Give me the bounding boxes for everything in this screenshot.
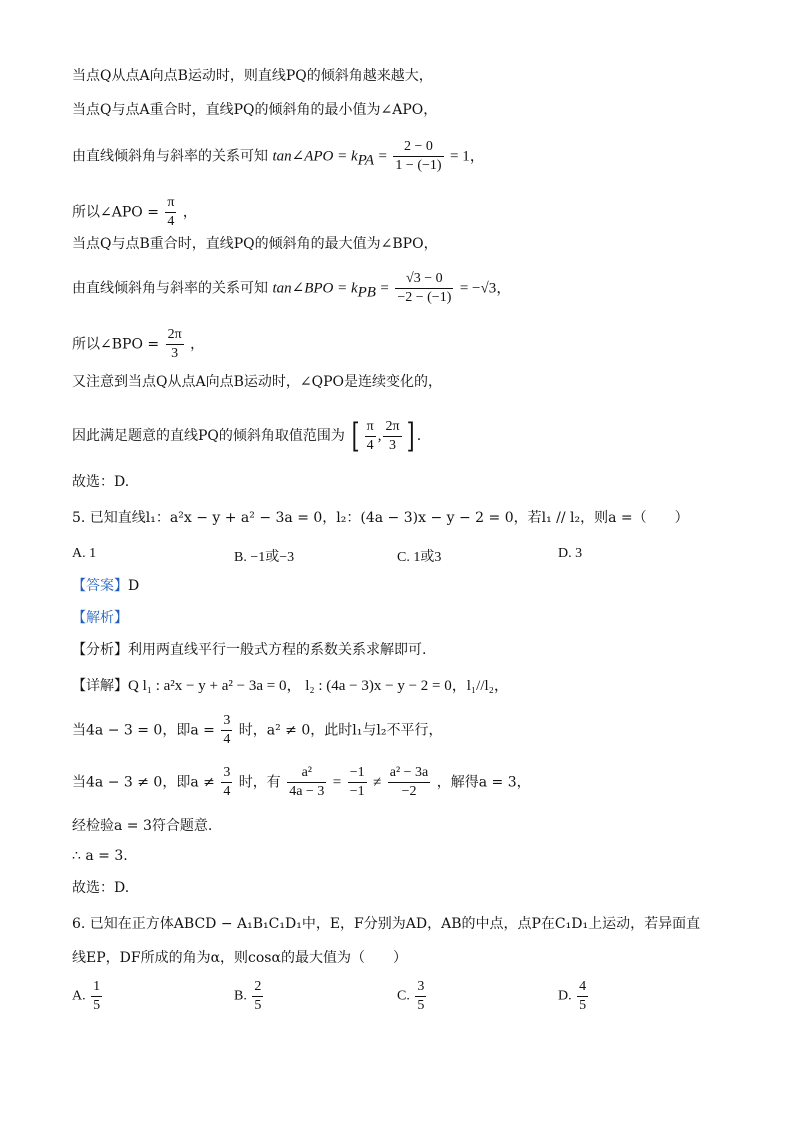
solution-line-7: 所以∠BPO = $\frac{2\pi}{3}$ ， bbox=[72, 327, 205, 361]
solution-line-5: 当点Q与点B重合时，直线PQ的倾斜角的最大值为∠BPO， bbox=[72, 236, 438, 252]
fenxi-line: 【分析】利用两直线平行一般式方程的系数关系求解即可. bbox=[72, 642, 427, 658]
fraction: $\frac{\text{a² − 3a}}{-2}$ bbox=[389, 765, 429, 799]
solution-select: 故选：D. bbox=[72, 474, 130, 490]
q5-option-b: B. −1或−3 bbox=[234, 550, 295, 565]
q6-option-d: D. $\frac{4}{5}$ bbox=[558, 979, 587, 1013]
fraction: $\frac{√3 - 0}{-2 - (-1)}$ bbox=[397, 271, 452, 305]
select-line-2: 故选：D. bbox=[72, 880, 130, 896]
fraction: $\frac{3}{4}$ bbox=[223, 713, 231, 747]
solution-line-8: 又注意到当点Q从点A向点B运动时，∠QPO是连续变化的， bbox=[72, 374, 442, 390]
q5-option-d: D. 3 bbox=[558, 546, 583, 561]
q5-option-c: C. 1或3 bbox=[397, 550, 442, 565]
solution-line-6: 由直线倾斜角与斜率的关系可知 tan∠BPO = $k_{PB}$ = $\frac{√3 - 0}{-2 - (-1)}$ = −√3， bbox=[72, 271, 512, 305]
solution-line-9: 因此满足题意的直线PQ的倾斜角取值范围为 [ $\frac{\pi}{4}$ , $\frac{2\pi}{3}$ ] . bbox=[72, 416, 422, 456]
fraction: $\frac{\pi}{4}$ bbox=[167, 195, 175, 229]
q6-option-a: A. $\frac{1}{5}$ bbox=[72, 979, 101, 1013]
q6-option-c: C. $\frac{3}{5}$ bbox=[397, 979, 425, 1013]
fraction: $\frac{\pi}{4}$ bbox=[366, 418, 374, 453]
case-2-line: 当4a − 3 ≠ 0，即a ≠ $\frac{3}{4}$ 时，有 $\frac{\text{a²}}{4a - 3}$ = $\frac{-1}{-1}$ ≠ $\frac{\text{a² − 3a}}{-2}$ ，解得a = 3， bbox=[72, 765, 531, 799]
fraction: $\frac{3}{4}$ bbox=[223, 765, 231, 799]
q6-option-b: B. $\frac{2}{5}$ bbox=[234, 979, 262, 1013]
fraction: $\frac{2\pi}{3}$ bbox=[385, 418, 400, 453]
check-line: 经检验a = 3符合题意. bbox=[72, 818, 213, 834]
fraction: $\frac{-1}{-1}$ bbox=[349, 765, 365, 799]
q5-option-a: A. 1 bbox=[72, 546, 97, 561]
analysis-heading: 【解析】 bbox=[72, 610, 128, 626]
question-6-line-2: 线EP，DF所成的角为α，则cosα的最大值为（ ） bbox=[72, 950, 407, 966]
solution-line-1: 当点Q从点A向点B运动时，则直线PQ的倾斜角越来越大， bbox=[72, 68, 433, 84]
answer-line: 【答案】D bbox=[72, 578, 140, 594]
case-1-line: 当4a − 3 = 0，即a = $\frac{3}{4}$ 时，a² ≠ 0，此时l₁与l₂不平行， bbox=[72, 713, 443, 747]
question-6-line-1: 6. 已知在正方体ABCD − A₁B₁C₁D₁中，E，F分别为AD，AB的中点，点P在C₁D₁上运动，若异面直 bbox=[72, 916, 701, 932]
question-5: 5. 已知直线l₁：a²x − y + a² − 3a = 0，l₂：(4a − 3)x − y − 2 = 0，若l₁ // l₂，则a =（ ） bbox=[72, 510, 689, 526]
xiangjie-line: 【详解】Q l₁ : a²x − y + a² − 3a = 0， l₂ : (4a − 3)x − y − 2 = 0，l₁//l₂， bbox=[72, 678, 509, 694]
fraction: $\frac{2\pi}{3}$ bbox=[167, 327, 182, 361]
solution-line-2: 当点Q与点A重合时，直线PQ的倾斜角的最小值为∠APO， bbox=[72, 102, 438, 118]
fraction: $\frac{\text{a²}}{4a - 3}$ bbox=[289, 765, 325, 799]
therefore-line: ∴ a = 3. bbox=[72, 848, 128, 864]
solution-line-3: 由直线倾斜角与斜率的关系可知 tan∠APO = $k_{PA}$ = $\frac{2 - 0}{1 - (-1)}$ = 1， bbox=[72, 139, 485, 173]
solution-line-4: 所以∠APO = $\frac{\pi}{4}$ ， bbox=[72, 195, 197, 229]
fraction: $\frac{2 - 0}{1 - (-1)}$ bbox=[395, 139, 442, 173]
